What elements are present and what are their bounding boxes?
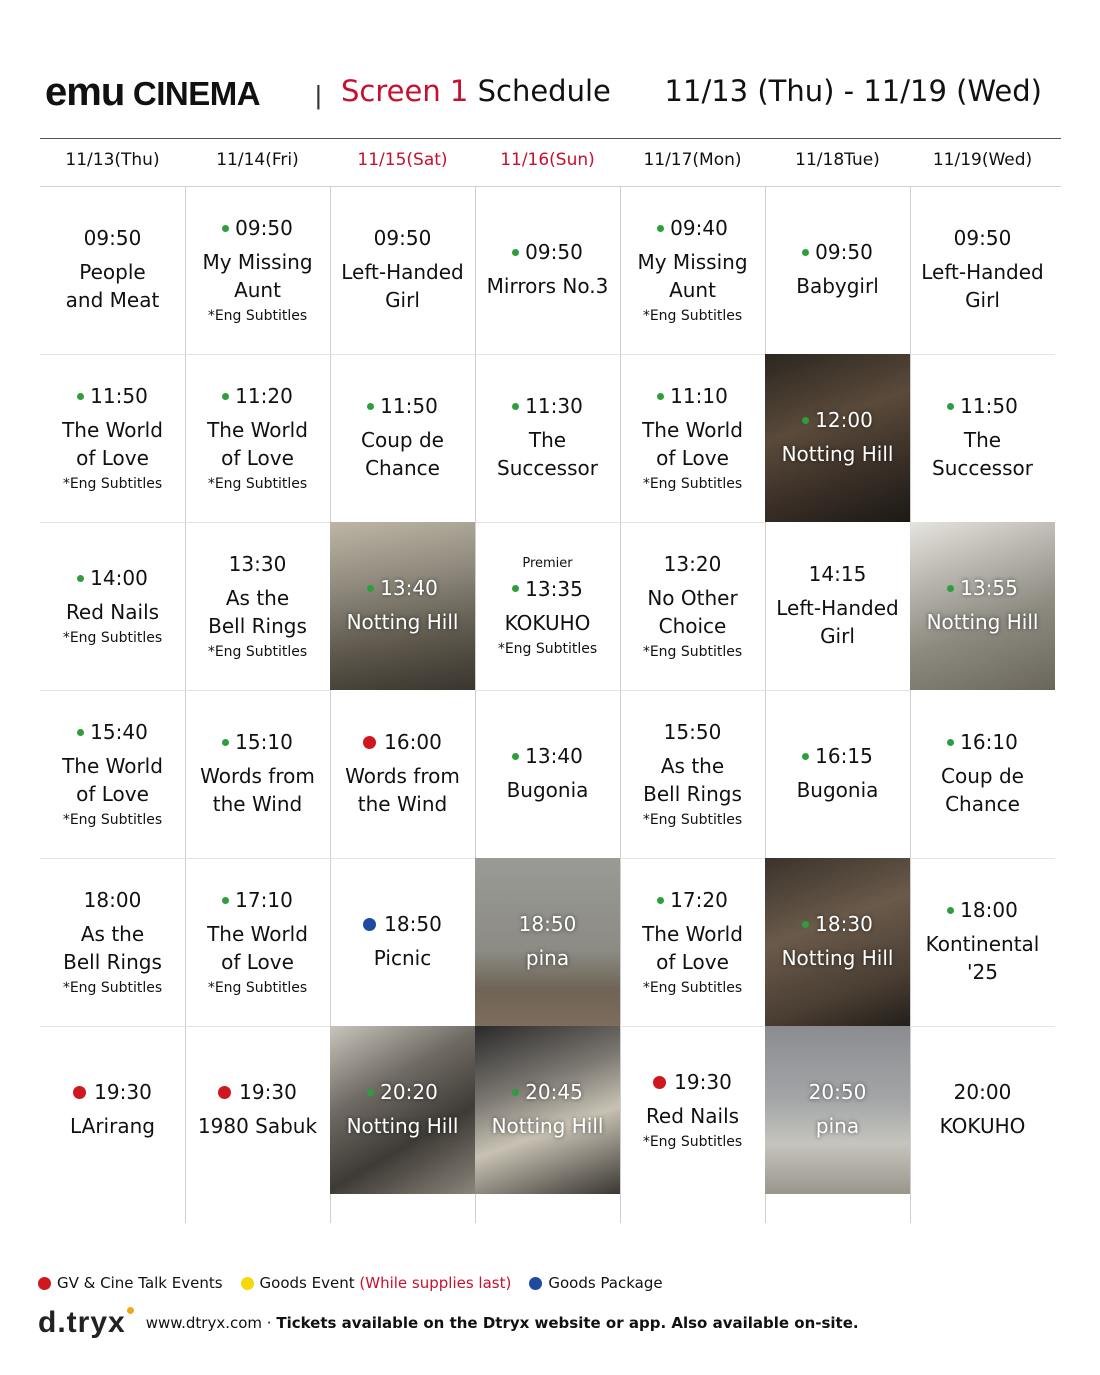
screening-cell[interactable] xyxy=(910,1026,1055,1194)
green-dot-icon xyxy=(222,393,229,400)
film-title: The World of Love xyxy=(207,922,308,974)
day-header: 11/13(Thu) xyxy=(65,150,160,170)
subtitle-note: *Eng Subtitles xyxy=(62,812,163,828)
screening-time xyxy=(222,888,293,912)
screening-time xyxy=(802,240,873,264)
subtitle-note: *Eng Subtitles xyxy=(642,980,743,996)
day-header: 11/17(Mon) xyxy=(643,150,742,170)
screening-cell[interactable] xyxy=(40,858,185,1026)
screening-time xyxy=(802,912,873,936)
dtryx-logo xyxy=(38,1306,134,1340)
header xyxy=(45,70,1042,118)
time-text: 11:50 xyxy=(90,384,148,408)
green-dot-icon xyxy=(512,753,519,760)
time-text: 12:00 xyxy=(815,408,873,432)
time-text: 13:20 xyxy=(663,552,722,576)
time-text: 18:30 xyxy=(815,912,873,936)
screening-cell[interactable] xyxy=(620,522,765,690)
screening-time xyxy=(374,226,432,250)
screening-time xyxy=(363,730,442,754)
screen-title xyxy=(341,74,611,108)
time-text: 09:50 xyxy=(953,226,1012,250)
film-title: Bugonia xyxy=(506,778,589,802)
screening-time xyxy=(802,408,873,432)
time-text: 19:30 xyxy=(94,1080,152,1104)
screening-cell[interactable] xyxy=(620,690,765,858)
subtitle-note: *Eng Subtitles xyxy=(207,476,308,492)
green-dot-icon xyxy=(802,753,809,760)
film-title: LArirang xyxy=(70,1114,155,1138)
subtitle-note: *Eng Subtitles xyxy=(642,476,743,492)
dtryx-logo-text: d.tryx xyxy=(38,1306,126,1339)
screening-time xyxy=(802,744,873,768)
red-dot-icon xyxy=(218,1086,231,1099)
time-text: 09:50 xyxy=(235,216,293,240)
screening-time xyxy=(77,720,148,744)
green-dot-icon xyxy=(222,897,229,904)
screening-cell[interactable] xyxy=(475,354,620,522)
film-title: pina xyxy=(815,1114,860,1138)
screening-cell[interactable] xyxy=(910,690,1055,858)
screening-time xyxy=(954,226,1012,250)
date-range: 11/13 (Thu) - 11/19 (Wed) xyxy=(664,74,1042,108)
brand-emu: emu xyxy=(45,70,125,114)
screening-cell[interactable] xyxy=(765,186,910,354)
film-title: The World of Love xyxy=(642,922,743,974)
screening-time xyxy=(73,1080,152,1104)
film-title: Notting Hill xyxy=(926,610,1039,634)
time-text: 20:00 xyxy=(953,1080,1012,1104)
website-link[interactable]: www.dtryx.com xyxy=(145,1314,263,1332)
green-dot-icon xyxy=(947,739,954,746)
red-dot-icon xyxy=(38,1277,51,1290)
screening-cell[interactable] xyxy=(330,690,475,858)
screening-cell[interactable] xyxy=(910,858,1055,1026)
film-title: Notting Hill xyxy=(781,442,894,466)
film-title: Left-Handed Girl xyxy=(341,260,464,312)
screening-cell[interactable] xyxy=(765,1026,910,1194)
time-text: 13:40 xyxy=(525,744,583,768)
green-dot-icon xyxy=(512,1089,519,1096)
film-title: The World of Love xyxy=(207,418,308,470)
screening-time xyxy=(653,1070,732,1094)
screening-cell[interactable] xyxy=(620,1026,765,1194)
screening-cell[interactable] xyxy=(620,858,765,1026)
screening-cell[interactable] xyxy=(330,186,475,354)
green-dot-icon xyxy=(367,403,374,410)
time-text: 16:00 xyxy=(384,730,442,754)
film-title: As the Bell Rings xyxy=(63,922,162,974)
screening-time xyxy=(657,888,728,912)
screening-cell[interactable] xyxy=(330,354,475,522)
time-text: 18:50 xyxy=(384,912,442,936)
footer-separator: · xyxy=(262,1314,277,1332)
time-text: 09:50 xyxy=(83,226,142,250)
film-title: pina xyxy=(525,946,570,970)
green-dot-icon xyxy=(512,403,519,410)
top-rule xyxy=(40,138,1061,139)
screening-time xyxy=(947,394,1018,418)
screening-cell[interactable] xyxy=(185,354,330,522)
subtitle-note: *Eng Subtitles xyxy=(207,980,308,996)
day-header: 11/19(Wed) xyxy=(932,150,1033,170)
film-title: 1980 Sabuk xyxy=(197,1114,318,1138)
legend-goods-package-label: Goods Package xyxy=(548,1274,663,1292)
time-text: 09:50 xyxy=(525,240,583,264)
time-text: 16:10 xyxy=(960,730,1018,754)
green-dot-icon xyxy=(947,907,954,914)
logo-dot-icon xyxy=(127,1307,134,1314)
schedule-label: Schedule xyxy=(477,74,611,108)
screening-cell[interactable] xyxy=(475,186,620,354)
film-title: Words from the Wind xyxy=(200,764,315,816)
screening-cell[interactable] xyxy=(185,1026,330,1194)
screening-cell[interactable] xyxy=(475,522,620,690)
film-title: Bugonia xyxy=(796,778,879,802)
screening-cell[interactable] xyxy=(40,522,185,690)
time-text: 09:40 xyxy=(670,216,728,240)
screening-cell[interactable] xyxy=(765,690,910,858)
time-text: 14:15 xyxy=(808,562,867,586)
screening-cell[interactable] xyxy=(475,1026,620,1194)
time-text: 20:20 xyxy=(380,1080,438,1104)
screening-cell[interactable] xyxy=(330,1026,475,1194)
film-title: Notting Hill xyxy=(346,1114,459,1138)
subtitle-note: *Eng Subtitles xyxy=(642,1134,743,1150)
red-dot-icon xyxy=(73,1086,86,1099)
film-title: As the Bell Rings xyxy=(208,586,307,638)
screening-time xyxy=(664,552,722,576)
film-title: My Missing Aunt xyxy=(637,250,748,302)
film-title: Red Nails xyxy=(645,1104,740,1128)
film-title: Left-Handed Girl xyxy=(921,260,1044,312)
subtitle-note: *Eng Subtitles xyxy=(62,980,163,996)
legend-gv-label: GV & Cine Talk Events xyxy=(57,1274,223,1292)
screening-cell[interactable] xyxy=(40,186,185,354)
screening-time xyxy=(222,384,293,408)
screening-time xyxy=(519,912,577,936)
screening-time xyxy=(222,216,293,240)
time-text: 18:00 xyxy=(83,888,142,912)
time-text: 09:50 xyxy=(373,226,432,250)
screening-time xyxy=(657,216,728,240)
screening-cell[interactable] xyxy=(765,522,910,690)
film-title: No Other Choice xyxy=(647,586,738,638)
green-dot-icon xyxy=(77,393,84,400)
time-text: 19:30 xyxy=(674,1070,732,1094)
day-header: 11/18Tue) xyxy=(795,150,880,170)
film-title: Babygirl xyxy=(796,274,879,298)
screening-cell[interactable] xyxy=(185,858,330,1026)
screening-time xyxy=(512,240,583,264)
film-title: The Successor xyxy=(497,428,598,480)
subtitle-note: *Eng Subtitles xyxy=(207,644,308,660)
screening-time xyxy=(229,552,287,576)
film-title: The World of Love xyxy=(62,418,163,470)
screening-cell[interactable] xyxy=(475,690,620,858)
screening-cell[interactable] xyxy=(185,522,330,690)
green-dot-icon xyxy=(367,585,374,592)
film-title: KOKUHO xyxy=(504,610,591,635)
time-text: 16:15 xyxy=(815,744,873,768)
screening-cell[interactable] xyxy=(620,354,765,522)
film-title: The World of Love xyxy=(62,754,163,806)
screening-cell[interactable] xyxy=(330,858,475,1026)
film-title: The World of Love xyxy=(642,418,743,470)
green-dot-icon xyxy=(802,249,809,256)
green-dot-icon xyxy=(947,585,954,592)
film-title: Mirrors No.3 xyxy=(486,274,609,298)
brand-cinema: CINEMA xyxy=(132,75,261,112)
footer xyxy=(38,1306,859,1340)
screening-time xyxy=(512,394,583,418)
time-text: 11:20 xyxy=(235,384,293,408)
red-dot-icon xyxy=(363,736,376,749)
screening-time xyxy=(84,226,142,250)
time-text: 11:10 xyxy=(670,384,728,408)
time-text: 11:50 xyxy=(960,394,1018,418)
screening-cell[interactable] xyxy=(40,690,185,858)
screening-time xyxy=(512,577,583,601)
film-title: The Successor xyxy=(932,428,1033,480)
time-text: 13:55 xyxy=(960,576,1018,600)
screening-time xyxy=(512,744,583,768)
green-dot-icon xyxy=(802,417,809,424)
time-text: 11:30 xyxy=(525,394,583,418)
film-title: Coup de Chance xyxy=(361,428,444,480)
time-text: 20:50 xyxy=(808,1080,867,1104)
green-dot-icon xyxy=(77,575,84,582)
brand-logo xyxy=(45,70,260,115)
red-dot-icon xyxy=(653,1076,666,1089)
premier-note: Premier xyxy=(522,555,573,571)
time-text: 17:10 xyxy=(235,888,293,912)
green-dot-icon xyxy=(657,393,664,400)
blue-dot-icon xyxy=(529,1277,542,1290)
screening-time xyxy=(367,1080,438,1104)
day-header: 11/15(Sat) xyxy=(357,150,448,170)
screening-cell[interactable] xyxy=(475,858,620,1026)
green-dot-icon xyxy=(802,921,809,928)
screening-cell[interactable] xyxy=(620,186,765,354)
time-text: 09:50 xyxy=(815,240,873,264)
time-text: 13:40 xyxy=(380,576,438,600)
screening-time xyxy=(363,912,442,936)
green-dot-icon xyxy=(222,225,229,232)
screening-time xyxy=(947,730,1018,754)
tickets-info: Tickets available on the Dtryx website or app. Also available on-site. xyxy=(276,1314,859,1332)
green-dot-icon xyxy=(657,225,664,232)
subtitle-note: *Eng Subtitles xyxy=(497,640,598,657)
screening-time xyxy=(947,898,1018,922)
screening-time xyxy=(657,384,728,408)
screening-cell[interactable] xyxy=(765,858,910,1026)
film-title: Words from the Wind xyxy=(345,764,460,816)
green-dot-icon xyxy=(947,403,954,410)
film-title: Left-Handed Girl xyxy=(776,596,899,648)
screening-time xyxy=(77,566,148,590)
time-text: 17:20 xyxy=(670,888,728,912)
screening-cell[interactable] xyxy=(330,522,475,690)
film-title: Kontinental '25 xyxy=(925,932,1040,984)
film-title: Notting Hill xyxy=(781,946,894,970)
time-text: 14:00 xyxy=(90,566,148,590)
green-dot-icon xyxy=(657,897,664,904)
day-header: 11/14(Fri) xyxy=(216,150,299,170)
day-header: 11/16(Sun) xyxy=(500,150,595,170)
screening-time xyxy=(367,576,438,600)
time-text: 19:30 xyxy=(239,1080,297,1104)
time-text: 15:10 xyxy=(235,730,293,754)
time-text: 11:50 xyxy=(380,394,438,418)
screening-time xyxy=(218,1080,297,1104)
screening-cell[interactable] xyxy=(910,354,1055,522)
screening-time xyxy=(512,1080,583,1104)
time-text: 20:45 xyxy=(525,1080,583,1104)
screening-cell[interactable] xyxy=(765,354,910,522)
subtitle-note: *Eng Subtitles xyxy=(642,308,743,324)
time-text: 18:50 xyxy=(518,912,577,936)
film-title: As the Bell Rings xyxy=(643,754,742,806)
screening-time xyxy=(367,394,438,418)
screening-cell[interactable] xyxy=(910,186,1055,354)
screen-label: Screen 1 xyxy=(341,74,469,108)
subtitle-note: *Eng Subtitles xyxy=(642,812,743,828)
subtitle-note: *Eng Subtitles xyxy=(62,476,163,492)
film-title: Picnic xyxy=(373,946,432,970)
time-text: 18:00 xyxy=(960,898,1018,922)
screening-cell[interactable] xyxy=(40,1026,185,1194)
screening-cell[interactable] xyxy=(185,690,330,858)
film-title: Coup de Chance xyxy=(941,764,1024,816)
film-title: My Missing Aunt xyxy=(202,250,313,302)
legend-goods-package xyxy=(529,1274,662,1292)
green-dot-icon xyxy=(222,739,229,746)
header-divider: | xyxy=(315,80,322,110)
screening-time xyxy=(84,888,142,912)
screening-time xyxy=(809,562,867,586)
legend-goods-event-label: Goods Event xyxy=(259,1274,355,1292)
screening-time xyxy=(947,576,1018,600)
screening-time xyxy=(77,384,148,408)
time-text: 15:40 xyxy=(90,720,148,744)
green-dot-icon xyxy=(512,249,519,256)
subtitle-note: *Eng Subtitles xyxy=(207,308,308,324)
legend xyxy=(38,1274,681,1292)
screening-time xyxy=(809,1080,867,1104)
film-title: Notting Hill xyxy=(491,1114,604,1138)
screening-time xyxy=(954,1080,1012,1104)
screening-time xyxy=(664,720,722,744)
legend-goods-event-note: (While supplies last) xyxy=(359,1274,512,1292)
subtitle-note: *Eng Subtitles xyxy=(642,644,743,660)
screening-time xyxy=(222,730,293,754)
time-text: 15:50 xyxy=(663,720,722,744)
legend-gv xyxy=(38,1274,223,1292)
green-dot-icon xyxy=(512,585,519,592)
yellow-dot-icon xyxy=(241,1277,254,1290)
footer-text xyxy=(146,1314,859,1332)
green-dot-icon xyxy=(77,729,84,736)
film-title: KOKUHO xyxy=(939,1114,1026,1138)
time-text: 13:35 xyxy=(525,576,583,601)
screening-cell[interactable] xyxy=(40,354,185,522)
film-title: Notting Hill xyxy=(346,610,459,634)
time-text: 13:30 xyxy=(228,552,287,576)
subtitle-note: *Eng Subtitles xyxy=(62,630,163,646)
film-title: People and Meat xyxy=(65,260,160,312)
legend-goods-event xyxy=(241,1274,512,1292)
film-title: Red Nails xyxy=(65,600,160,624)
screening-cell[interactable] xyxy=(185,186,330,354)
blue-dot-icon xyxy=(363,918,376,931)
green-dot-icon xyxy=(367,1089,374,1096)
screening-cell[interactable] xyxy=(910,522,1055,690)
